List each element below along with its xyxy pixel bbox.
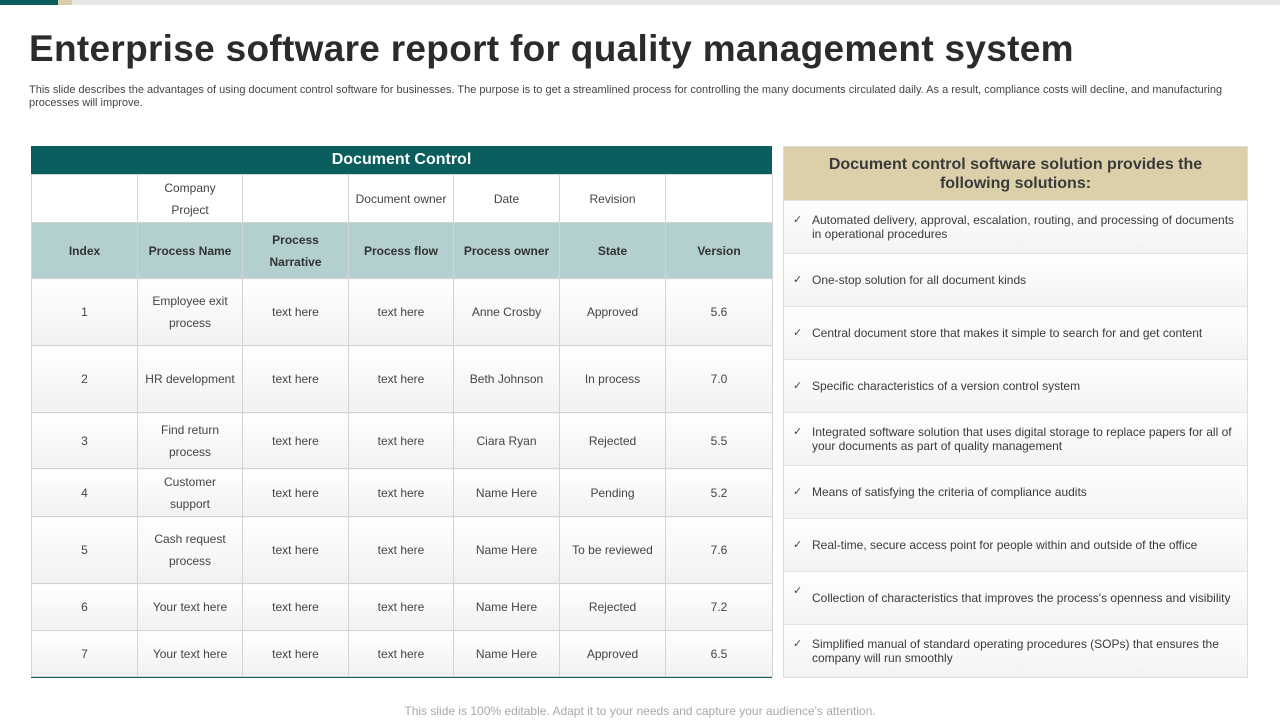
table-cell: Anne Crosby (454, 279, 560, 346)
checkmark-icon: ✓ (793, 585, 803, 597)
document-table (31, 174, 773, 677)
table-cell: Customer support (138, 469, 243, 517)
solution-text: Central document store that makes it simple to search for and get content (812, 326, 1203, 340)
column-header: Process flow (349, 223, 454, 279)
table-cell: Approved (560, 279, 666, 346)
column-header: State (560, 223, 666, 279)
accent-gold-stripe (58, 0, 72, 5)
table-cell: 6 (32, 584, 138, 631)
table-cell: Ciara Ryan (454, 413, 560, 469)
pre-header-cell: Date (454, 175, 560, 223)
table-cell: text here (243, 517, 349, 584)
table-cell: text here (243, 469, 349, 517)
checkmark-icon: ✓ (793, 327, 803, 339)
solution-text: Real-time, secure access point for people within and outside of the office (812, 538, 1198, 552)
table-cell: 7 (32, 631, 138, 677)
table-cell: HR development (138, 346, 243, 413)
table-cell: text here (243, 279, 349, 346)
solution-text: Integrated software solution that uses digital storage to replace papers for all of your documents as part of quality management (812, 425, 1232, 453)
table-cell: Name Here (454, 469, 560, 517)
table-cell: text here (349, 631, 454, 677)
table-cell: Cash request process (138, 517, 243, 584)
table-cell: 5.2 (666, 469, 773, 517)
solution-item (784, 518, 1247, 571)
table-cell: text here (243, 584, 349, 631)
solutions-list (784, 200, 1247, 677)
checkmark-icon: ✓ (793, 638, 803, 650)
solution-text: Automated delivery, approval, escalation, routing, and processing of documents in operational procedures (812, 213, 1235, 241)
solution-item (784, 359, 1247, 412)
table-cell: 5.6 (666, 279, 773, 346)
pre-header-cell: Company Project (138, 175, 243, 223)
pre-header-row (32, 175, 773, 223)
table-cell: text here (349, 346, 454, 413)
table-cell: To be reviewed (560, 517, 666, 584)
table-row (32, 279, 773, 346)
checkmark-icon: ✓ (793, 274, 803, 286)
solution-item (784, 412, 1247, 465)
solution-item (784, 465, 1247, 518)
table-cell: Name Here (454, 584, 560, 631)
table-row (32, 584, 773, 631)
solution-text: One-stop solution for all document kinds (812, 273, 1027, 287)
table-cell: 5.5 (666, 413, 773, 469)
table-cell: text here (349, 469, 454, 517)
solution-text: Simplified manual of standard operating procedures (SOPs) that ensures the company will run smoothly (812, 637, 1219, 665)
table-cell: Find return process (138, 413, 243, 469)
table-cell: 7.0 (666, 346, 773, 413)
table-cell: Rejected (560, 413, 666, 469)
solution-text: Collection of characteristics that improves the process's openness and visibility (812, 591, 1231, 605)
table-cell: text here (349, 584, 454, 631)
solution-text: Specific characteristics of a version control system (812, 379, 1081, 393)
table-cell: Beth Johnson (454, 346, 560, 413)
table-cell: 2 (32, 346, 138, 413)
table-cell: Your text here (138, 631, 243, 677)
pre-header-cell: Revision (560, 175, 666, 223)
table-cell: text here (349, 279, 454, 346)
table-cell: Rejected (560, 584, 666, 631)
solution-item (784, 306, 1247, 359)
table-row (32, 413, 773, 469)
table-cell: 3 (32, 413, 138, 469)
table-cell: Name Here (454, 517, 560, 584)
pre-header-cell (243, 175, 349, 223)
table-row (32, 346, 773, 413)
table-cell: Pending (560, 469, 666, 517)
table-heading: Document Control (31, 146, 772, 174)
solution-item (784, 571, 1247, 624)
table-cell: text here (349, 517, 454, 584)
solutions-panel (783, 146, 1248, 678)
column-header: Version (666, 223, 773, 279)
solution-item (784, 624, 1247, 677)
solution-text: Means of satisfying the criteria of compliance audits (812, 485, 1087, 499)
table-cell: 6.5 (666, 631, 773, 677)
checkmark-icon: ✓ (793, 539, 803, 551)
pre-header-cell (666, 175, 773, 223)
table-cell: text here (243, 631, 349, 677)
column-header: Index (32, 223, 138, 279)
solution-item (784, 253, 1247, 306)
checkmark-icon: ✓ (793, 426, 803, 438)
table-cell: 7.2 (666, 584, 773, 631)
table-body (32, 175, 773, 677)
header-row (32, 223, 773, 279)
table-row (32, 631, 773, 677)
table-cell: Employee exit process (138, 279, 243, 346)
page-subtitle: This slide describes the advantages of using document control software for businesses. The purpose is to get a streamlined process for controlling the many documents circulated daily. As a result, compliance costs will decline, and manufacturing processes will improve. (29, 84, 1223, 109)
table-row (32, 469, 773, 517)
table-row (32, 517, 773, 584)
panel-heading: Document control software solution provides the following solutions: (784, 147, 1247, 200)
table-cell: 5 (32, 517, 138, 584)
pre-header-cell: Document owner (349, 175, 454, 223)
page-title: Enterprise software report for quality management system (29, 28, 1074, 69)
column-header: Process Narrative (243, 223, 349, 279)
solution-item (784, 200, 1247, 253)
table-cell: Your text here (138, 584, 243, 631)
checkmark-icon: ✓ (793, 486, 803, 498)
document-control-table (31, 146, 772, 678)
footer-note: This slide is 100% editable. Adapt it to your needs and capture your audience's attention. (404, 704, 876, 718)
table-cell: Approved (560, 631, 666, 677)
column-header: Process owner (454, 223, 560, 279)
accent-dark-stripe (0, 0, 58, 5)
table-cell: Name Here (454, 631, 560, 677)
pre-header-cell (32, 175, 138, 223)
table-cell: text here (243, 413, 349, 469)
table-cell: 7.6 (666, 517, 773, 584)
column-header: Process Name (138, 223, 243, 279)
checkmark-icon: ✓ (793, 214, 803, 226)
checkmark-icon: ✓ (793, 380, 803, 392)
table-cell: 1 (32, 279, 138, 346)
table-cell: text here (243, 346, 349, 413)
table-cell: In process (560, 346, 666, 413)
table-cell: text here (349, 413, 454, 469)
table-cell: 4 (32, 469, 138, 517)
top-accent-bar (0, 0, 1280, 5)
